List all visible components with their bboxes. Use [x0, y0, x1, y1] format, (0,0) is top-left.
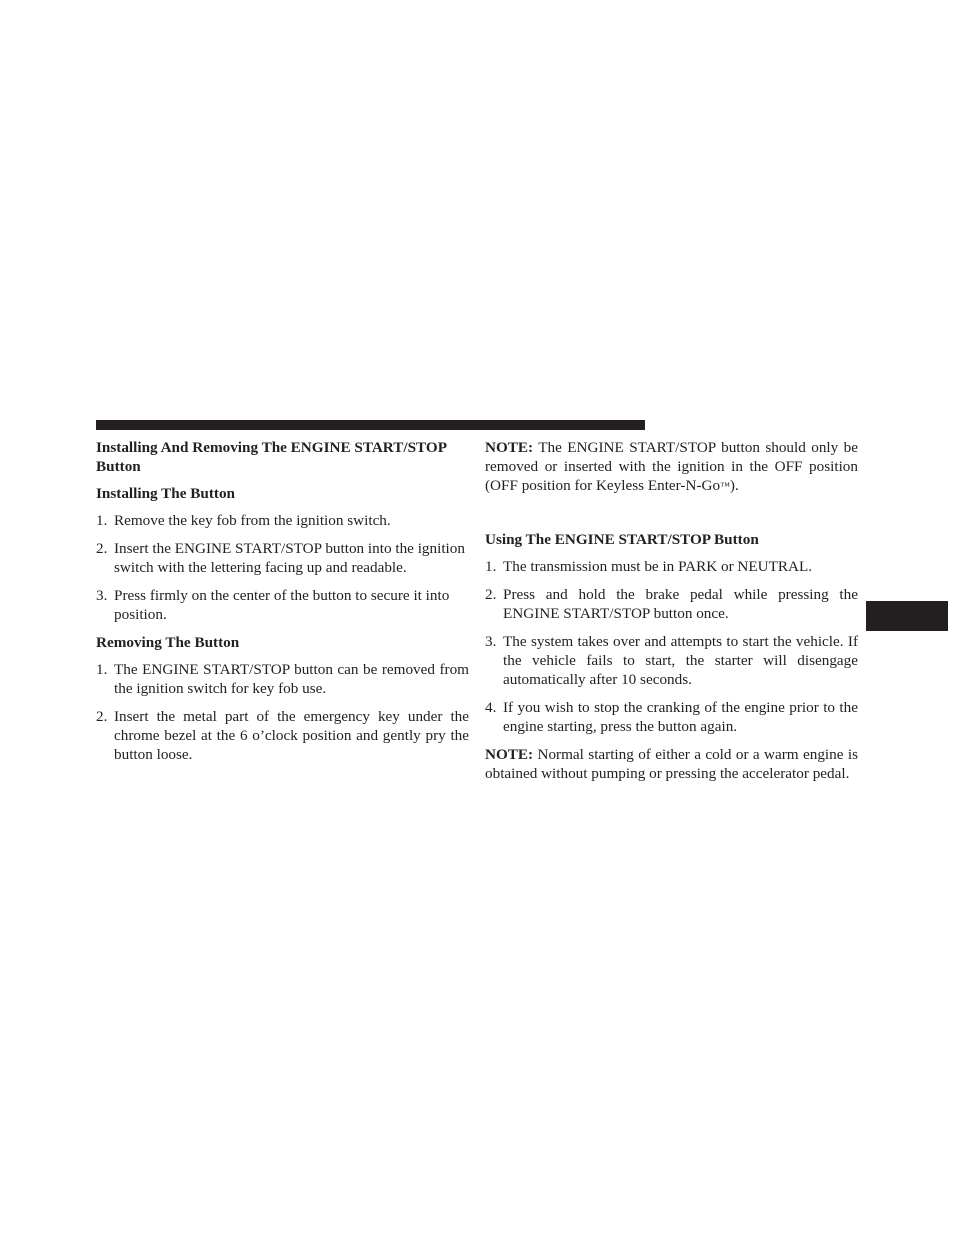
step-number: 4.: [485, 699, 497, 716]
step-number: 2.: [485, 586, 497, 603]
note-starting: [485, 745, 858, 783]
right-column: [485, 438, 858, 791]
step-text: Insert the metal part of the emergency key under the chrome bezel at the 6 o’clock position and gently pry the button loose.: [114, 708, 469, 763]
step-text: Remove the key fob from the ignition switch.: [114, 512, 391, 529]
note-tail: ).: [729, 477, 739, 494]
list-item: [485, 557, 858, 576]
installing-heading: Installing The Button: [96, 485, 235, 502]
step-text: The ENGINE START/STOP button can be removed from the ignition switch for key fob use.: [114, 661, 469, 697]
step-text: Press and hold the brake pedal while pressing the ENGINE START/STOP button once.: [503, 586, 858, 622]
installing-steps: [96, 511, 469, 624]
note-removal: [485, 438, 858, 496]
using-steps: [485, 557, 858, 736]
note-label: NOTE:: [485, 746, 534, 763]
step-number: 2.: [96, 708, 108, 725]
chapter-tab: [866, 601, 948, 631]
section-title: Installing And Removing The ENGINE START/STOP Button: [96, 439, 447, 475]
note-text: Normal starting of either a cold or a warm engine is obtained without pumping or pressing the accelerator pedal.: [485, 746, 858, 782]
step-text: The transmission must be in PARK or NEUTRAL.: [503, 558, 813, 575]
note-label: NOTE:: [485, 439, 534, 456]
list-item: [485, 632, 858, 689]
step-text: The system takes over and attempts to start the vehicle. If the vehicle fails to start, the starter will disengage automatically after 10 seconds.: [503, 633, 858, 688]
list-item: [96, 707, 469, 764]
list-item: [96, 660, 469, 698]
note-text: The ENGINE START/STOP button should only be removed or inserted with the ignition in the OFF position (OFF position for Keyless Enter-N-Go: [485, 439, 858, 494]
removing-steps: [96, 660, 469, 764]
step-text: Insert the ENGINE START/STOP button into the ignition switch with the lettering facing up and readable.: [114, 540, 465, 576]
list-item: [96, 539, 469, 577]
step-number: 3.: [485, 633, 497, 650]
list-item: [96, 586, 469, 624]
step-text: Press firmly on the center of the button to secure it into position.: [114, 587, 450, 623]
left-column: [96, 438, 469, 773]
step-number: 3.: [96, 587, 108, 604]
header-rule: [96, 420, 645, 430]
list-item: [485, 698, 858, 736]
using-heading: Using The ENGINE START/STOP Button: [485, 531, 759, 548]
removing-heading: Removing The Button: [96, 634, 240, 651]
step-number: 1.: [485, 558, 497, 575]
trademark-symbol: ™: [720, 481, 730, 492]
step-text: If you wish to stop the cranking of the engine prior to the engine starting, press the button again.: [503, 699, 858, 735]
step-number: 1.: [96, 661, 108, 678]
step-number: 1.: [96, 512, 108, 529]
step-number: 2.: [96, 540, 108, 557]
list-item: [96, 511, 469, 530]
list-item: [485, 585, 858, 623]
